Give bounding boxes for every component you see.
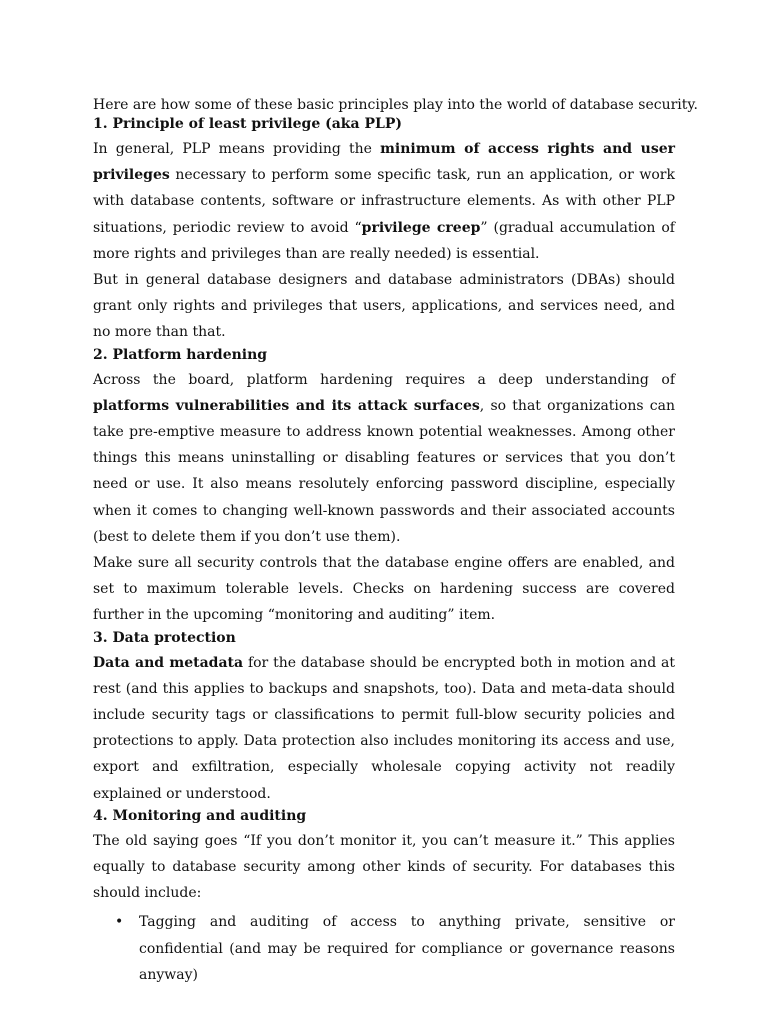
text-run: Across the board, platform hardening requires a deep understanding of bbox=[93, 371, 675, 388]
text-run: for the database should be encrypted both in motion and at rest (and this applies to backups and snapshots, too). Data and meta-data should include security tags or classifications to permit full-blow security policies and protections to apply. Data protection also includes monitoring its access and use, export and exfiltration, especially wholesale copying activity not readily explained or understood. bbox=[93, 654, 676, 802]
list-item-text: Tagging and auditing of access to anything private, sensitive or confidential (and may be required for compliance or governance reasons anyway) bbox=[139, 914, 675, 983]
list-item bbox=[115, 909, 675, 988]
text-run: necessary to perform some specific task, run an application, or work with database contents, software or infrastructure elements. As with other PLP situations, periodic review to avoid “ bbox=[93, 167, 675, 236]
bold-text: platforms vulnerabilities and its attack surfaces bbox=[93, 397, 480, 414]
text-run: ” (gradual accumulation of more rights and privileges than are really needed) is essential. bbox=[93, 219, 675, 262]
paragraph: But in general database designers and database administrators (DBAs) should grant only rights and privileges that users, applications, and services need, and no more than that. bbox=[93, 272, 675, 341]
paragraph: Make sure all security controls that the database engine offers are enabled, and set to maximum tolerable levels. Checks on hardening success are covered further in the upcoming “monitoring and auditing” item. bbox=[93, 555, 675, 624]
section-data-protection bbox=[93, 629, 675, 807]
paragraph bbox=[93, 367, 675, 550]
section-heading: 1. Principle of least privilege (aka PLP) bbox=[93, 116, 402, 132]
section-least-privilege bbox=[93, 115, 675, 346]
text-run: , so that organizations can take pre-emptive measure to address known potential weaknesses. Among other things this means uninstalling or disabling features or services that you don’t need or use. It also means resolutely enforcing password discipline, especially when it comes to changing well-known passwords and their associated accounts (best to delete them if you don’t use them). bbox=[93, 397, 675, 545]
bold-text: privilege creep bbox=[361, 219, 481, 236]
section-heading: 4. Monitoring and auditing bbox=[93, 807, 307, 824]
section-heading: 2. Platform hardening bbox=[93, 346, 268, 363]
text-run: In general, PLP means providing the bbox=[93, 141, 381, 157]
paragraph: The old saying goes “If you don’t monitor it, you can’t measure it.” This applies equally to database security among other kinds of security. For databases this should include: bbox=[93, 832, 675, 902]
bold-text: Data and metadata bbox=[93, 654, 244, 671]
paragraph bbox=[93, 650, 675, 807]
bold-text: minimum of access rights and user privileges bbox=[93, 141, 675, 184]
section-monitoring-auditing bbox=[93, 807, 675, 988]
bullet-icon: • bbox=[115, 914, 124, 931]
section-heading: 3. Data protection bbox=[93, 629, 236, 646]
intro-text: Here are how some of these basic principles play into the world of database security. bbox=[93, 97, 698, 113]
paragraph bbox=[93, 136, 675, 267]
section-platform-hardening bbox=[93, 346, 675, 629]
bullet-list bbox=[93, 909, 675, 988]
